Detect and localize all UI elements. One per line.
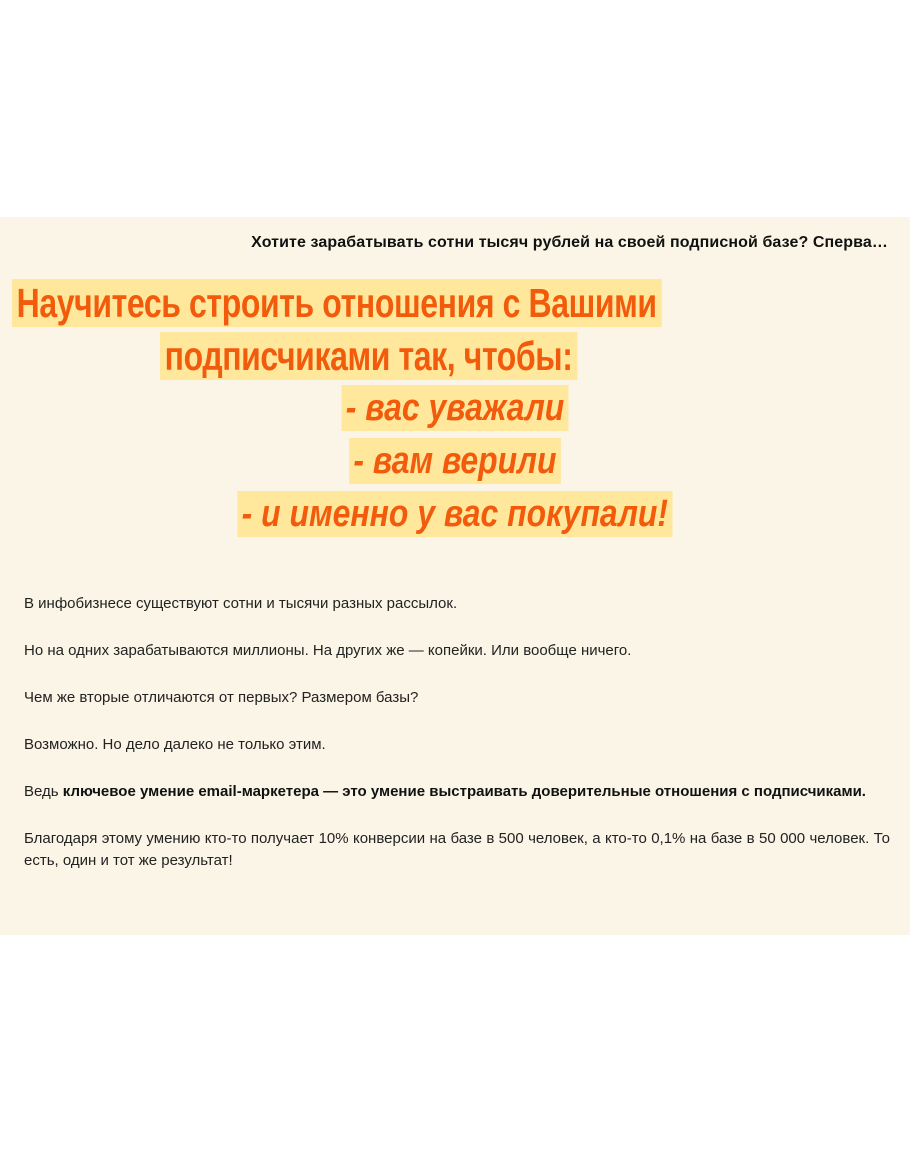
headline-line-4	[0, 438, 910, 491]
headline-line-1-text: Научитесь строить отношения с Вашими	[12, 279, 661, 327]
headline	[0, 279, 910, 544]
paragraph-4: Возможно. Но дело далеко не только этим.	[24, 736, 326, 753]
paragraph-5-prefix: Ведь	[24, 783, 63, 800]
headline-line-2	[0, 332, 910, 385]
paragraph-3: Чем же вторые отличаются от первых? Размером базы?	[24, 689, 419, 706]
paragraph-5	[24, 781, 890, 803]
headline-line-5-text: - и именно у вас покупали!	[238, 491, 673, 537]
paragraph-1: В инфобизнесе существуют сотни и тысячи разных рассылок.	[24, 595, 458, 612]
headline-line-4-text: - вам верили	[349, 438, 561, 484]
paragraph-5-bold: ключевое умение email-маркетера — это умение выстраивать доверительные отношения с подписчиками.	[62, 783, 866, 800]
headline-line-3-text: - вас уважали	[342, 385, 569, 431]
content-panel	[0, 217, 910, 935]
headline-line-5	[0, 491, 910, 544]
paragraph-2: Но на одних зарабатываются миллионы. На других же — копейки. Или вообще ничего.	[24, 642, 632, 659]
body-text	[24, 593, 890, 897]
headline-line-2-text: подписчиками так, чтобы:	[160, 332, 577, 380]
headline-line-3	[0, 385, 910, 438]
paragraph-6: Благодаря этому умению кто-то получает 10% конверсии на базе в 500 человек, а кто-то 0,1% на базе в 50 000 человек. То есть, один и тот же результат!	[24, 830, 890, 869]
headline-line-1	[0, 279, 910, 332]
intro-question: Хотите зарабатывать сотни тысяч рублей на своей подписной базе? Сперва…	[251, 234, 888, 251]
